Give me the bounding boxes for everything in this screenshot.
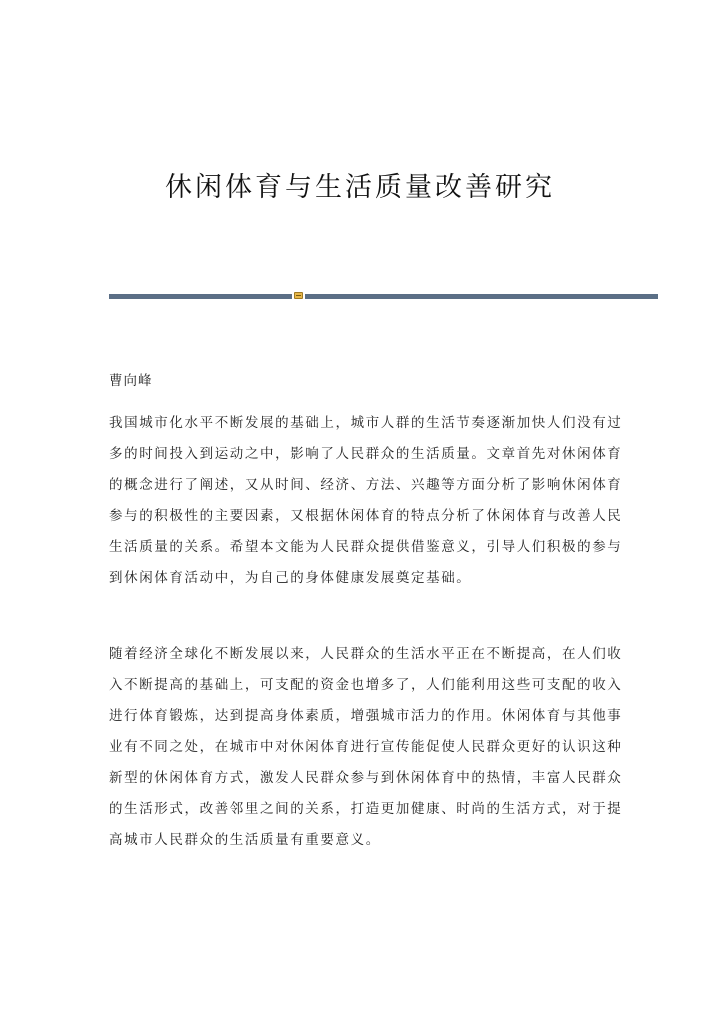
- paragraph-line: 参与的积极性的主要因素，又根据休闲体育的特点分析了休闲体育与改善人民: [109, 508, 623, 524]
- paragraph-body: [109, 639, 623, 856]
- paragraph-line: 生活质量的关系。希望本文能为人民群众提供借鉴意义，引导人们积极的参与: [109, 539, 623, 555]
- title-divider: [109, 292, 658, 300]
- paragraph-line: 的生活形式，改善邻里之间的关系，打造更加健康、时尚的生活方式，对于提: [109, 801, 623, 817]
- paragraph-line: 到休闲体育活动中，为自己的身体健康发展奠定基础。: [109, 570, 472, 586]
- emblem-line: [296, 295, 301, 296]
- divider-bar-middle: [181, 294, 308, 299]
- author-name: 曹向峰: [109, 373, 153, 389]
- paragraph-line: 业有不同之处，在城市中对休闲体育进行宣传能促使人民群众更好的认识这种: [109, 739, 623, 755]
- paragraph-line: 入不断提高的基础上，可支配的资金也增多了，人们能利用这些可支配的收入: [109, 677, 623, 693]
- paragraph-abstract: [109, 408, 623, 594]
- divider-bar-left: [109, 294, 181, 299]
- paragraph-line: 新型的休闲体育方式，激发人民群众参与到休闲体育中的热情，丰富人民群众: [109, 770, 623, 786]
- paragraph-line: 的概念进行了阐述，又从时间、经济、方法、兴趣等方面分析了影响休闲体育: [109, 477, 623, 493]
- paragraph-line: 我国城市化水平不断发展的基础上，城市人群的生活节奏逐渐加快人们没有过: [109, 415, 623, 431]
- paragraph-line: 多的时间投入到运动之中，影响了人民群众的生活质量。文章首先对休闲体育: [109, 446, 623, 462]
- paragraph-line: 高城市人民群众的生活质量有重要意义。: [109, 832, 381, 848]
- divider-emblem-icon: [292, 291, 305, 301]
- divider-bar-right: [308, 294, 658, 299]
- paragraph-line: 进行体育锻炼，达到提高身体素质，增强城市活力的作用。休闲体育与其他事: [109, 708, 623, 724]
- document-title: 休闲体育与生活质量改善研究: [165, 172, 555, 203]
- paragraph-line: 随着经济全球化不断发展以来，人民群众的生活水平正在不断提高，在人们收: [109, 646, 623, 662]
